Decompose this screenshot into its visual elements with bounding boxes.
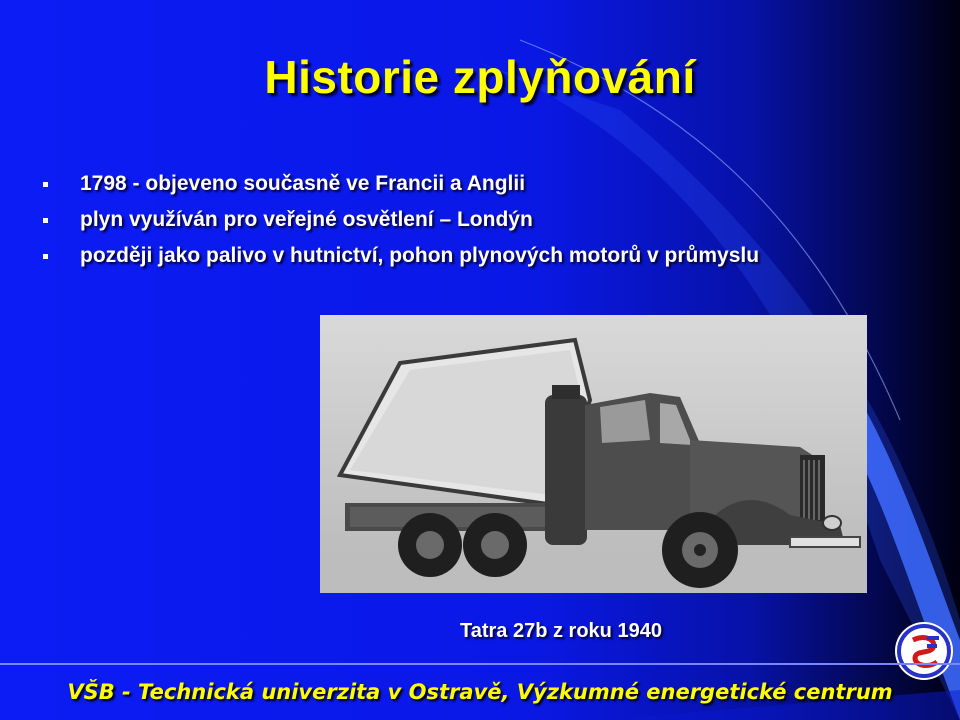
bullet-list (40, 170, 840, 278)
truck-photo (320, 315, 867, 593)
bullet-item (40, 170, 840, 198)
bullet-text: plyn využíván pro veřejné osvětlení – Londýn (80, 208, 533, 231)
bullet-icon (43, 254, 48, 259)
bullet-item (40, 206, 840, 234)
footer-text: VŠB - Technická univerzita v Ostravě, Výzkumné energetické centrum (67, 680, 893, 704)
bullet-text: později jako palivo v hutnictví, pohon plynových motorů v průmyslu (80, 244, 760, 267)
bullet-icon (43, 182, 48, 187)
photo-caption: Tatra 27b z roku 1940 (460, 620, 662, 642)
footer-divider (0, 663, 960, 665)
bullet-text: 1798 - objeveno současně ve Francii a Anglii (80, 172, 526, 195)
truck-illustration (320, 315, 867, 593)
bullet-item (40, 242, 840, 270)
vsb-logo-icon (893, 620, 955, 682)
bullet-icon (43, 218, 48, 223)
slide-title: Historie zplyňování (264, 51, 696, 103)
